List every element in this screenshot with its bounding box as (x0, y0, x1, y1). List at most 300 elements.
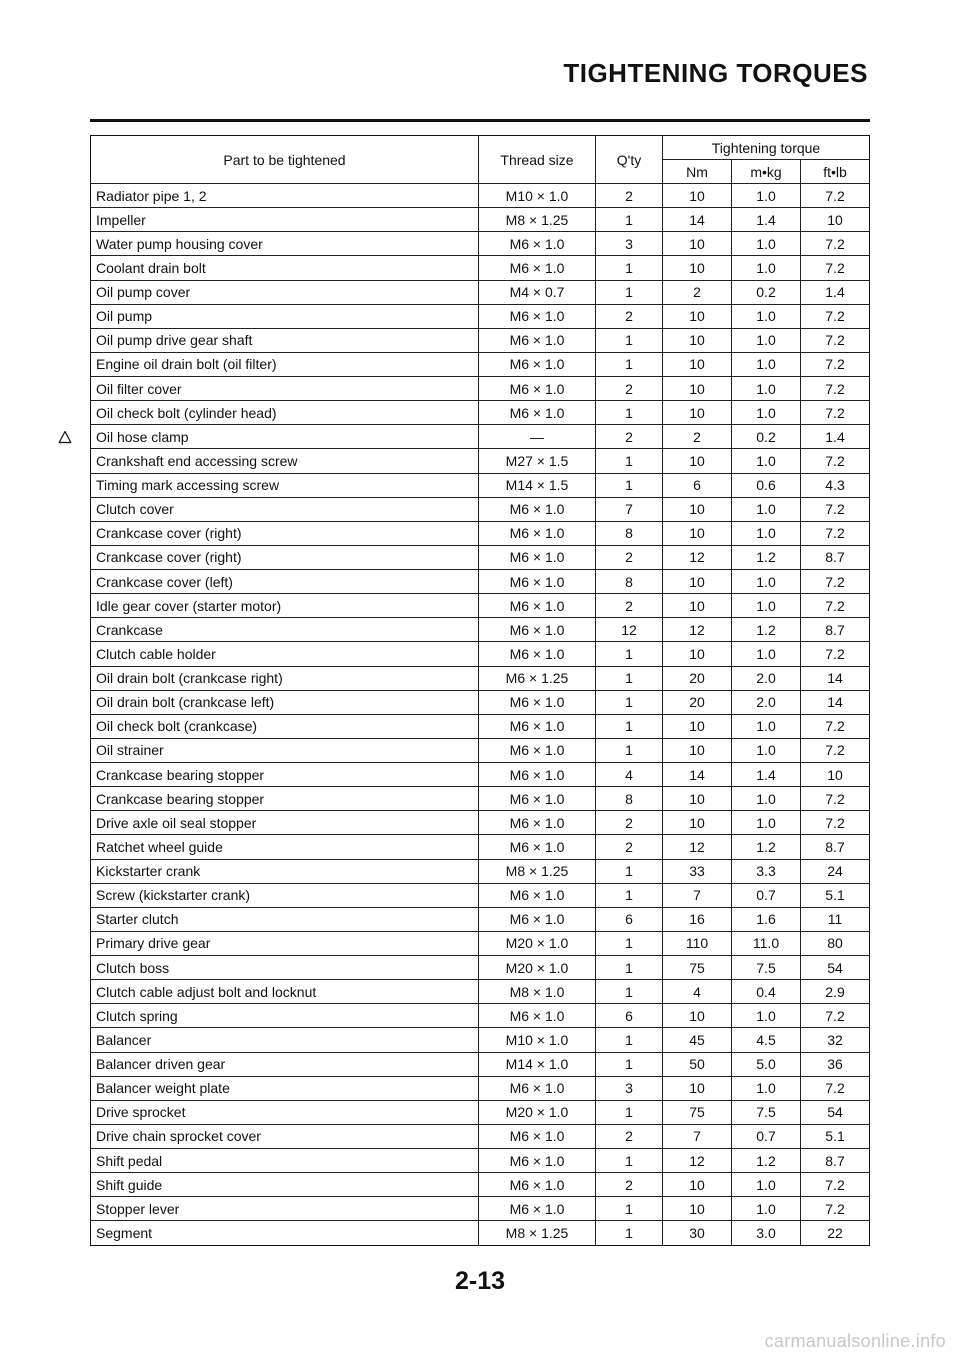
torque-ftlb-cell: 14 (801, 690, 870, 714)
thread-size-cell: M6 × 1.0 (479, 738, 596, 762)
thread-size-cell: M14 × 1.0 (479, 1052, 596, 1076)
table-row (91, 763, 870, 787)
torque-mkg-cell: 3.3 (732, 859, 801, 883)
torque-nm-cell: 20 (663, 690, 732, 714)
quantity-cell: 1 (596, 352, 663, 376)
part-cell: Kickstarter crank (91, 859, 479, 883)
table-row (91, 811, 870, 835)
part-cell: Segment (91, 1221, 479, 1245)
table-row (91, 425, 870, 449)
torque-mkg-cell: 1.0 (732, 570, 801, 594)
torque-ftlb-cell: 36 (801, 1052, 870, 1076)
torque-mkg-cell: 1.0 (732, 594, 801, 618)
table-row (91, 449, 870, 473)
table-row (91, 256, 870, 280)
torque-nm-cell: 10 (663, 401, 732, 425)
quantity-cell: 2 (596, 304, 663, 328)
part-cell: Oil pump cover (91, 280, 479, 304)
torque-mkg-cell: 1.0 (732, 1197, 801, 1221)
quantity-cell: 1 (596, 931, 663, 955)
table-row (91, 642, 870, 666)
torque-ftlb-cell: 7.2 (801, 232, 870, 256)
torque-mkg-cell: 1.0 (732, 184, 801, 208)
quantity-cell: 8 (596, 787, 663, 811)
quantity-cell: 1 (596, 738, 663, 762)
quantity-cell: 2 (596, 377, 663, 401)
part-cell: Crankshaft end accessing screw (91, 449, 479, 473)
torque-mkg-cell: 0.7 (732, 883, 801, 907)
torque-ftlb-cell: 7.2 (801, 1173, 870, 1197)
table-row (91, 1076, 870, 1100)
torque-ftlb-cell: 54 (801, 1100, 870, 1124)
table-row (91, 690, 870, 714)
torque-nm-cell: 10 (663, 1004, 732, 1028)
title-rule (90, 119, 870, 122)
torque-mkg-cell: 1.0 (732, 787, 801, 811)
part-cell: Radiator pipe 1, 2 (91, 184, 479, 208)
quantity-cell: 1 (596, 449, 663, 473)
torque-nm-cell: 7 (663, 1124, 732, 1148)
torque-ftlb-cell: 7.2 (801, 449, 870, 473)
torque-ftlb-cell: 8.7 (801, 545, 870, 569)
torque-ftlb-cell: 7.2 (801, 1004, 870, 1028)
thread-size-cell: M8 × 1.25 (479, 1221, 596, 1245)
thread-size-cell: M6 × 1.0 (479, 545, 596, 569)
torque-ftlb-cell: 1.4 (801, 425, 870, 449)
thread-size-cell: — (479, 425, 596, 449)
torque-nm-cell: 14 (663, 208, 732, 232)
part-cell: Ratchet wheel guide (91, 835, 479, 859)
quantity-cell: 2 (596, 594, 663, 618)
torque-ftlb-cell: 32 (801, 1028, 870, 1052)
table-row (91, 352, 870, 376)
torque-mkg-cell: 1.0 (732, 256, 801, 280)
quantity-cell: 2 (596, 835, 663, 859)
torque-mkg-cell: 1.0 (732, 714, 801, 738)
quantity-cell: 3 (596, 232, 663, 256)
quantity-cell: 1 (596, 883, 663, 907)
table-header (91, 136, 870, 184)
part-cell: Coolant drain bolt (91, 256, 479, 280)
part-cell: Timing mark accessing screw (91, 473, 479, 497)
torque-nm-cell: 10 (663, 787, 732, 811)
torque-ftlb-cell: 7.2 (801, 787, 870, 811)
torque-ftlb-cell: 7.2 (801, 594, 870, 618)
thread-size-cell: M6 × 1.0 (479, 256, 596, 280)
torque-nm-cell: 75 (663, 956, 732, 980)
part-cell: Shift guide (91, 1173, 479, 1197)
torque-ftlb-cell: 7.2 (801, 738, 870, 762)
part-cell: Crankcase cover (right) (91, 521, 479, 545)
torque-nm-cell: 110 (663, 931, 732, 955)
part-cell: Oil strainer (91, 738, 479, 762)
quantity-cell: 1 (596, 642, 663, 666)
thread-size-cell: M20 × 1.0 (479, 931, 596, 955)
quantity-cell: 6 (596, 907, 663, 931)
part-cell: Screw (kickstarter crank) (91, 883, 479, 907)
thread-size-cell: M8 × 1.25 (479, 859, 596, 883)
torque-nm-cell: 10 (663, 352, 732, 376)
table-row (91, 1149, 870, 1173)
part-cell: Stopper lever (91, 1197, 479, 1221)
triangle-outline-icon (58, 430, 72, 444)
torque-mkg-cell: 1.2 (732, 545, 801, 569)
part-cell: Clutch spring (91, 1004, 479, 1028)
torque-nm-cell: 7 (663, 883, 732, 907)
thread-size-cell: M6 × 1.0 (479, 497, 596, 521)
table-row (91, 304, 870, 328)
torque-ftlb-cell: 7.2 (801, 1076, 870, 1100)
torque-nm-cell: 10 (663, 304, 732, 328)
thread-size-cell: M6 × 1.0 (479, 787, 596, 811)
torque-mkg-cell: 1.0 (732, 328, 801, 352)
torque-nm-cell: 10 (663, 714, 732, 738)
torque-ftlb-cell: 5.1 (801, 883, 870, 907)
torque-mkg-cell: 1.4 (732, 208, 801, 232)
torque-nm-cell: 10 (663, 1076, 732, 1100)
torque-nm-cell: 10 (663, 497, 732, 521)
torque-ftlb-cell: 24 (801, 859, 870, 883)
torque-nm-cell: 10 (663, 328, 732, 352)
torque-ftlb-cell: 5.1 (801, 1124, 870, 1148)
thread-size-cell: M6 × 1.0 (479, 642, 596, 666)
col-header-nm: Nm (663, 160, 732, 184)
page-title: TIGHTENING TORQUES (563, 58, 868, 88)
part-cell: Oil pump drive gear shaft (91, 328, 479, 352)
part-cell: Balancer weight plate (91, 1076, 479, 1100)
torque-mkg-cell: 1.0 (732, 738, 801, 762)
torque-nm-cell: 20 (663, 666, 732, 690)
thread-size-cell: M6 × 1.0 (479, 714, 596, 738)
col-header-qty: Q'ty (596, 136, 663, 184)
part-cell: Idle gear cover (starter motor) (91, 594, 479, 618)
torque-ftlb-cell: 7.2 (801, 184, 870, 208)
table-row (91, 1221, 870, 1245)
table-row (91, 1173, 870, 1197)
part-cell: Oil check bolt (crankcase) (91, 714, 479, 738)
part-cell: Clutch cable adjust bolt and locknut (91, 980, 479, 1004)
torque-ftlb-cell: 1.4 (801, 280, 870, 304)
table-row (91, 280, 870, 304)
quantity-cell: 1 (596, 690, 663, 714)
table-row (91, 377, 870, 401)
thread-size-cell: M20 × 1.0 (479, 1100, 596, 1124)
table-row (91, 1004, 870, 1028)
part-cell: Oil drain bolt (crankcase left) (91, 690, 479, 714)
thread-size-cell: M6 × 1.0 (479, 1076, 596, 1100)
quantity-cell: 1 (596, 1052, 663, 1076)
page-number: 2-13 (454, 1267, 506, 1295)
quantity-cell: 1 (596, 256, 663, 280)
table-row (91, 1100, 870, 1124)
thread-size-cell: M6 × 1.0 (479, 521, 596, 545)
table-row (91, 1124, 870, 1148)
torque-ftlb-cell: 7.2 (801, 377, 870, 401)
table-row (91, 594, 870, 618)
torque-ftlb-cell: 8.7 (801, 1149, 870, 1173)
table-row (91, 738, 870, 762)
part-cell: Drive axle oil seal stopper (91, 811, 479, 835)
torque-nm-cell: 12 (663, 835, 732, 859)
torque-ftlb-cell: 22 (801, 1221, 870, 1245)
col-header-thread: Thread size (479, 136, 596, 184)
quantity-cell: 6 (596, 1004, 663, 1028)
torque-ftlb-cell: 8.7 (801, 618, 870, 642)
torque-nm-cell: 4 (663, 980, 732, 1004)
col-header-mkg: m•kg (732, 160, 801, 184)
table-row (91, 980, 870, 1004)
part-cell: Oil drain bolt (crankcase right) (91, 666, 479, 690)
torque-mkg-cell: 3.0 (732, 1221, 801, 1245)
table-row (91, 232, 870, 256)
table-row (91, 1052, 870, 1076)
torque-ftlb-cell: 8.7 (801, 835, 870, 859)
part-cell: Balancer driven gear (91, 1052, 479, 1076)
quantity-cell: 2 (596, 545, 663, 569)
torque-ftlb-cell: 11 (801, 907, 870, 931)
torque-mkg-cell: 1.0 (732, 304, 801, 328)
torque-nm-cell: 6 (663, 473, 732, 497)
thread-size-cell: M10 × 1.0 (479, 1028, 596, 1052)
table-row (91, 859, 870, 883)
torque-mkg-cell: 11.0 (732, 931, 801, 955)
torque-ftlb-cell: 7.2 (801, 352, 870, 376)
quantity-cell: 1 (596, 666, 663, 690)
quantity-cell: 3 (596, 1076, 663, 1100)
quantity-cell: 2 (596, 425, 663, 449)
thread-size-cell: M6 × 1.0 (479, 570, 596, 594)
torque-nm-cell: 10 (663, 377, 732, 401)
torque-nm-cell: 12 (663, 1149, 732, 1173)
quantity-cell: 1 (596, 714, 663, 738)
torque-nm-cell: 10 (663, 184, 732, 208)
torque-nm-cell: 10 (663, 811, 732, 835)
torque-mkg-cell: 2.0 (732, 666, 801, 690)
torque-nm-cell: 14 (663, 763, 732, 787)
table-row (91, 497, 870, 521)
table-row (91, 714, 870, 738)
quantity-cell: 1 (596, 473, 663, 497)
thread-size-cell: M6 × 1.0 (479, 1149, 596, 1173)
thread-size-cell: M6 × 1.0 (479, 618, 596, 642)
thread-size-cell: M6 × 1.0 (479, 690, 596, 714)
part-cell: Drive chain sprocket cover (91, 1124, 479, 1148)
torque-mkg-cell: 0.4 (732, 980, 801, 1004)
torque-mkg-cell: 5.0 (732, 1052, 801, 1076)
quantity-cell: 8 (596, 570, 663, 594)
torque-ftlb-cell: 10 (801, 763, 870, 787)
thread-size-cell: M6 × 1.25 (479, 666, 596, 690)
part-cell: Oil filter cover (91, 377, 479, 401)
quantity-cell: 1 (596, 1221, 663, 1245)
torque-ftlb-cell: 7.2 (801, 570, 870, 594)
torque-ftlb-cell: 54 (801, 956, 870, 980)
table-row (91, 545, 870, 569)
quantity-cell: 1 (596, 1149, 663, 1173)
table-row (91, 473, 870, 497)
torque-mkg-cell: 0.6 (732, 473, 801, 497)
part-cell: Drive sprocket (91, 1100, 479, 1124)
torque-nm-cell: 10 (663, 738, 732, 762)
torque-mkg-cell: 1.0 (732, 1173, 801, 1197)
quantity-cell: 2 (596, 1173, 663, 1197)
thread-size-cell: M6 × 1.0 (479, 594, 596, 618)
torque-mkg-cell: 1.0 (732, 449, 801, 473)
quantity-cell: 1 (596, 1197, 663, 1221)
torque-nm-cell: 10 (663, 256, 732, 280)
quantity-cell: 1 (596, 280, 663, 304)
table-row (91, 835, 870, 859)
torque-ftlb-cell: 2.9 (801, 980, 870, 1004)
thread-size-cell: M6 × 1.0 (479, 907, 596, 931)
table-row (91, 883, 870, 907)
torque-mkg-cell: 0.2 (732, 425, 801, 449)
torque-mkg-cell: 7.5 (732, 1100, 801, 1124)
torque-nm-cell: 10 (663, 594, 732, 618)
torque-ftlb-cell: 10 (801, 208, 870, 232)
quantity-cell: 1 (596, 980, 663, 1004)
torque-mkg-cell: 1.0 (732, 1076, 801, 1100)
watermark: carmanualsonline.info (764, 1331, 946, 1351)
part-cell: Engine oil drain bolt (oil filter) (91, 352, 479, 376)
torque-nm-cell: 10 (663, 570, 732, 594)
torque-mkg-cell: 1.0 (732, 232, 801, 256)
part-cell: Crankcase bearing stopper (91, 763, 479, 787)
quantity-cell: 1 (596, 208, 663, 232)
part-cell: Clutch boss (91, 956, 479, 980)
torque-mkg-cell: 1.0 (732, 377, 801, 401)
part-cell: Crankcase cover (left) (91, 570, 479, 594)
torque-mkg-cell: 1.0 (732, 497, 801, 521)
thread-size-cell: M6 × 1.0 (479, 1124, 596, 1148)
torque-nm-cell: 16 (663, 907, 732, 931)
thread-size-cell: M6 × 1.0 (479, 835, 596, 859)
torque-ftlb-cell: 7.2 (801, 521, 870, 545)
thread-size-cell: M10 × 1.0 (479, 184, 596, 208)
quantity-cell: 2 (596, 1124, 663, 1148)
part-cell: Primary drive gear (91, 931, 479, 955)
thread-size-cell: M6 × 1.0 (479, 763, 596, 787)
torque-mkg-cell: 1.0 (732, 401, 801, 425)
table-row (91, 931, 870, 955)
torque-nm-cell: 10 (663, 521, 732, 545)
thread-size-cell: M6 × 1.0 (479, 883, 596, 907)
torque-nm-cell: 75 (663, 1100, 732, 1124)
torque-mkg-cell: 1.0 (732, 521, 801, 545)
quantity-cell: 7 (596, 497, 663, 521)
torque-mkg-cell: 1.0 (732, 352, 801, 376)
torque-nm-cell: 10 (663, 449, 732, 473)
torque-ftlb-cell: 7.2 (801, 401, 870, 425)
torque-nm-cell: 10 (663, 1197, 732, 1221)
thread-size-cell: M20 × 1.0 (479, 956, 596, 980)
thread-size-cell: M8 × 1.25 (479, 208, 596, 232)
torque-mkg-cell: 1.6 (732, 907, 801, 931)
torque-mkg-cell: 1.4 (732, 763, 801, 787)
thread-size-cell: M6 × 1.0 (479, 232, 596, 256)
table-row (91, 208, 870, 232)
quantity-cell: 4 (596, 763, 663, 787)
thread-size-cell: M6 × 1.0 (479, 811, 596, 835)
torque-ftlb-cell: 7.2 (801, 256, 870, 280)
torque-mkg-cell: 4.5 (732, 1028, 801, 1052)
torque-nm-cell: 10 (663, 232, 732, 256)
torque-ftlb-cell: 7.2 (801, 811, 870, 835)
torque-mkg-cell: 1.0 (732, 642, 801, 666)
table-row (91, 666, 870, 690)
table-row (91, 184, 870, 208)
torque-mkg-cell: 7.5 (732, 956, 801, 980)
table-row (91, 907, 870, 931)
part-cell: Oil pump (91, 304, 479, 328)
quantity-cell: 1 (596, 328, 663, 352)
table-row (91, 401, 870, 425)
torque-mkg-cell: 1.2 (732, 618, 801, 642)
torque-mkg-cell: 1.0 (732, 811, 801, 835)
part-cell: Balancer (91, 1028, 479, 1052)
torque-ftlb-cell: 14 (801, 666, 870, 690)
part-cell: Crankcase cover (right) (91, 545, 479, 569)
quantity-cell: 1 (596, 1100, 663, 1124)
quantity-cell: 1 (596, 401, 663, 425)
quantity-cell: 12 (596, 618, 663, 642)
part-cell: Clutch cable holder (91, 642, 479, 666)
table-row (91, 1197, 870, 1221)
torque-ftlb-cell: 7.2 (801, 304, 870, 328)
torque-ftlb-cell: 7.2 (801, 642, 870, 666)
table-row (91, 956, 870, 980)
thread-size-cell: M27 × 1.5 (479, 449, 596, 473)
part-cell: Starter clutch (91, 907, 479, 931)
col-header-part: Part to be tightened (91, 136, 479, 184)
torque-mkg-cell: 2.0 (732, 690, 801, 714)
torque-ftlb-cell: 7.2 (801, 1197, 870, 1221)
torque-nm-cell: 12 (663, 618, 732, 642)
part-cell: Oil check bolt (cylinder head) (91, 401, 479, 425)
table-row (91, 1028, 870, 1052)
torque-nm-cell: 50 (663, 1052, 732, 1076)
part-cell: Crankcase bearing stopper (91, 787, 479, 811)
torque-ftlb-cell: 7.2 (801, 714, 870, 738)
torque-mkg-cell: 1.2 (732, 1149, 801, 1173)
torque-mkg-cell: 0.2 (732, 280, 801, 304)
table-row (91, 570, 870, 594)
quantity-cell: 2 (596, 811, 663, 835)
col-header-ftlb: ft•lb (801, 160, 870, 184)
torque-nm-cell: 10 (663, 642, 732, 666)
torque-ftlb-cell: 4.3 (801, 473, 870, 497)
torque-ftlb-cell: 7.2 (801, 328, 870, 352)
quantity-cell: 1 (596, 859, 663, 883)
thread-size-cell: M4 × 0.7 (479, 280, 596, 304)
thread-size-cell: M6 × 1.0 (479, 1004, 596, 1028)
torque-mkg-cell: 1.2 (732, 835, 801, 859)
torque-nm-cell: 10 (663, 1173, 732, 1197)
thread-size-cell: M14 × 1.5 (479, 473, 596, 497)
part-cell: Water pump housing cover (91, 232, 479, 256)
thread-size-cell: M8 × 1.0 (479, 980, 596, 1004)
thread-size-cell: M6 × 1.0 (479, 328, 596, 352)
col-header-torque-group: Tightening torque (663, 136, 870, 160)
torque-mkg-cell: 0.7 (732, 1124, 801, 1148)
table-row (91, 521, 870, 545)
torque-nm-cell: 12 (663, 545, 732, 569)
quantity-cell: 2 (596, 184, 663, 208)
thread-size-cell: M6 × 1.0 (479, 1197, 596, 1221)
part-cell: Crankcase (91, 618, 479, 642)
table-body (91, 184, 870, 1246)
quantity-cell: 1 (596, 956, 663, 980)
